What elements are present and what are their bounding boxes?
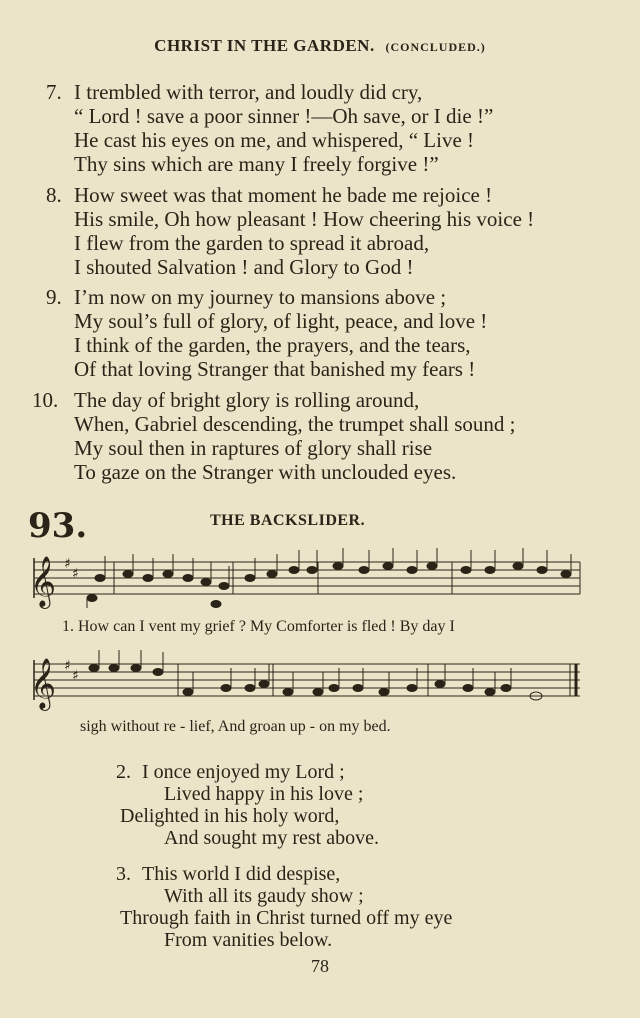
- verse-number: 2.: [116, 761, 131, 783]
- verse-line: And sought my rest above.: [164, 827, 379, 849]
- note-group: [89, 650, 542, 700]
- verse-line: The day of bright glory is rolling around,: [74, 388, 420, 412]
- header-note: (CONCLUDED.): [385, 40, 486, 54]
- verse-line: With all its gaudy show ;: [164, 885, 364, 907]
- verse-line: Thy sins which are many I freely forgive !”: [74, 152, 439, 176]
- music-staff-1: [28, 548, 588, 612]
- verse-line: Lived happy in his love ;: [164, 783, 364, 805]
- sharp-icon: ♯: [72, 566, 79, 582]
- verse-line: He cast his eyes on me, and whispered, “ Live !: [74, 128, 475, 152]
- sharp-icon: ♯: [72, 668, 79, 684]
- verse-number: 9.: [46, 285, 62, 309]
- verse-line: Delighted in his holy word,: [120, 805, 340, 827]
- verse-number: 8.: [46, 183, 62, 207]
- verse-line: Through faith in Christ turned off my eye: [120, 907, 453, 929]
- page-number: 78: [311, 956, 329, 976]
- hymn-title: THE BACKSLIDER.: [210, 512, 366, 529]
- hymn-number: 93.: [28, 506, 88, 546]
- header-title: CHRIST IN THE GARDEN.: [154, 36, 375, 55]
- verse-line: I flew from the garden to spread it abroad,: [74, 231, 430, 255]
- verse-line: “ Lord ! save a poor sinner !—Oh save, or I die !”: [74, 104, 494, 128]
- verse-number: 3.: [116, 863, 131, 885]
- sharp-icon: ♯: [64, 556, 71, 572]
- verse-line: From vanities below.: [164, 929, 333, 951]
- lyric-line: sigh without re - lief, And groan up - on my bed.: [80, 718, 391, 735]
- verse-line: His smile, Oh how pleasant ! How cheering his voice !: [74, 207, 535, 231]
- treble-clef-icon: 𝄞: [30, 658, 57, 709]
- treble-clef-icon: 𝄞: [30, 556, 57, 607]
- verse-number: 7.: [46, 80, 62, 104]
- verse-line: I shouted Salvation ! and Glory to God !: [74, 255, 414, 279]
- verse-line: How sweet was that moment he bade me rejoice !: [74, 183, 493, 207]
- music-staff-2: [28, 650, 588, 714]
- lyric-line: 1. How can I vent my grief ? My Comforter is fled ! By day I: [62, 618, 455, 635]
- verse-line: Of that loving Stranger that banished my fears !: [74, 357, 476, 381]
- verse-line: This world I did despise,: [142, 863, 341, 885]
- sharp-icon: ♯: [64, 658, 71, 674]
- verse-line: I think of the garden, the prayers, and the tears,: [74, 333, 471, 357]
- verse-line: My soul’s full of glory, of light, peace, and love !: [74, 309, 488, 333]
- verse-line: To gaze on the Stranger with unclouded eyes.: [74, 460, 457, 484]
- verse-line: My soul then in raptures of glory shall rise: [74, 436, 433, 460]
- verse-line: I trembled with terror, and loudly did cry,: [74, 80, 423, 104]
- verse-line: When, Gabriel descending, the trumpet shall sound ;: [74, 412, 516, 436]
- verse-line: I’m now on my journey to mansions above ;: [74, 285, 447, 309]
- page-header: [0, 36, 640, 56]
- verse-line: I once enjoyed my Lord ;: [142, 761, 345, 783]
- verse-number: 10.: [32, 388, 59, 412]
